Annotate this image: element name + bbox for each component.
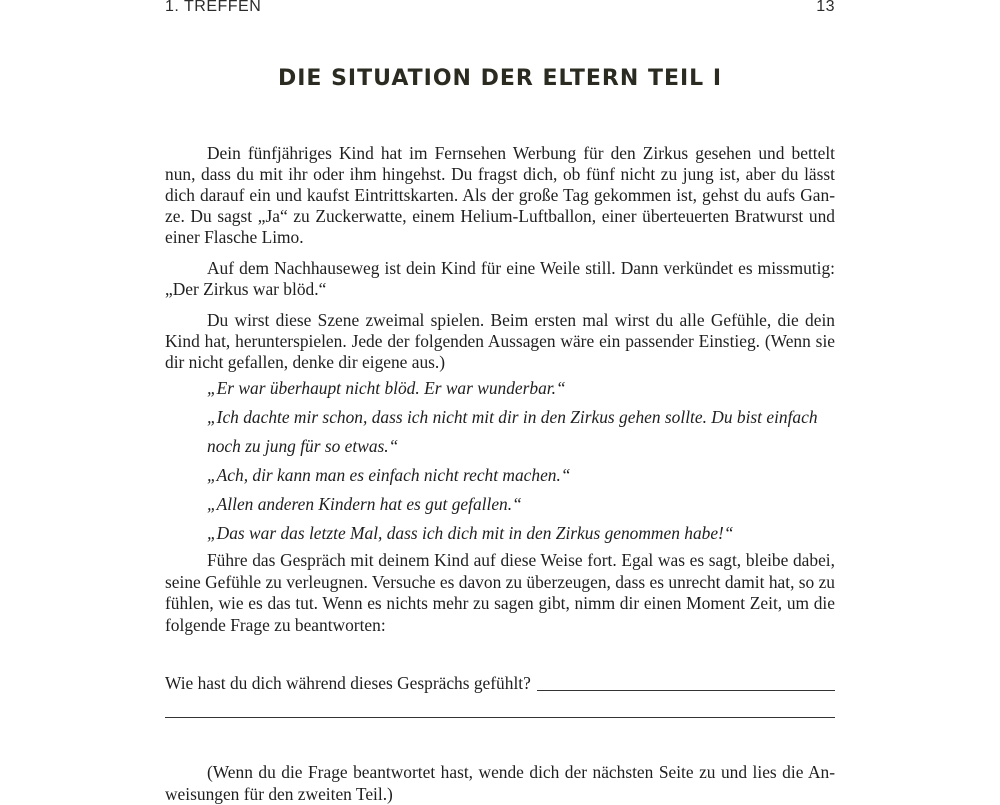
instruction-note [165, 761, 835, 805]
chapter-label: 1. TREFFEN [165, 0, 262, 15]
instruction-text [165, 550, 835, 636]
paragraph: Dein fünfjähriges Kind hat im Fernsehen Werbung für den Zirkus gesehen und bettelt nun, dass du mit ihr oder ihm hingehst. Du fragst dich, ob fünf nicht zu jung ist, aber du lässt dich darauf ein und kaufst Eintrittskarten. Als der große Tag gekommen ist, gehst du aufs Ganze. Du sagst „Ja“ zu Zuckerwatte, einem Helium-Luftballon, einer überteuerten Bratwurst und einer Flasche Limo. [165, 143, 835, 247]
quote-line: „Das war das letzte Mal, dass ich dich mit in den Zirkus genommen habe!“ [207, 523, 734, 543]
note-text: (Wenn du die Frage beantwortet hast, wende dich der nächsten Seite zu und lies die Anweisungen für den zweiten Teil.) [165, 762, 835, 804]
answer-line[interactable] [165, 717, 835, 718]
page-title: DIE SITUATION DER ELTERN TEIL I [277, 66, 723, 91]
paragraph: Führe das Gespräch mit deinem Kind auf diese Weise fort. Egal was es sagt, bleibe dabei, seine Gefühle zu verleugnen. Versuche es davon zu überzeugen, dass es unrecht damit hat, so zu fühlen, wie es das tut. Wenn es nichts mehr zu sagen gibt, nimm dir einen Moment Zeit, um die folgende Frage zu beantworten: [165, 550, 835, 635]
answer-line[interactable] [537, 690, 835, 691]
quote-line: „Ich dachte mir schon, dass ich nicht mit dir in den Zirkus gehen sollte. Du bist einfach [207, 407, 818, 427]
running-header [165, 0, 835, 20]
page-number: 13 [816, 0, 835, 15]
body-text [165, 143, 835, 383]
quote-line: noch zu jung für so etwas.“ [207, 436, 399, 456]
example-statements [207, 374, 847, 548]
question-label: Wie hast du dich während dieses Gesprächs gefühlt? [165, 673, 531, 693]
quote-line: „Ach, dir kann man es einfach nicht recht machen.“ [207, 465, 571, 485]
quote-line: „Er war überhaupt nicht blöd. Er war wunderbar.“ [207, 378, 566, 398]
paragraph: Du wirst diese Szene zweimal spielen. Beim ersten mal wirst du alle Gefühle, die dein Kind hat, herunterspielen. Jede der folgenden Aussagen wäre ein passender Einstieg. (Wenn sie dir nicht gefallen, denke dir eigene aus.) [165, 310, 835, 372]
reflection-question [165, 672, 835, 694]
paragraph: Auf dem Nachhauseweg ist dein Kind für eine Weile still. Dann verkündet es missmutig: „Der Zirkus war blöd.“ [165, 258, 835, 299]
quote-line: „Allen anderen Kindern hat es gut gefallen.“ [207, 494, 522, 514]
